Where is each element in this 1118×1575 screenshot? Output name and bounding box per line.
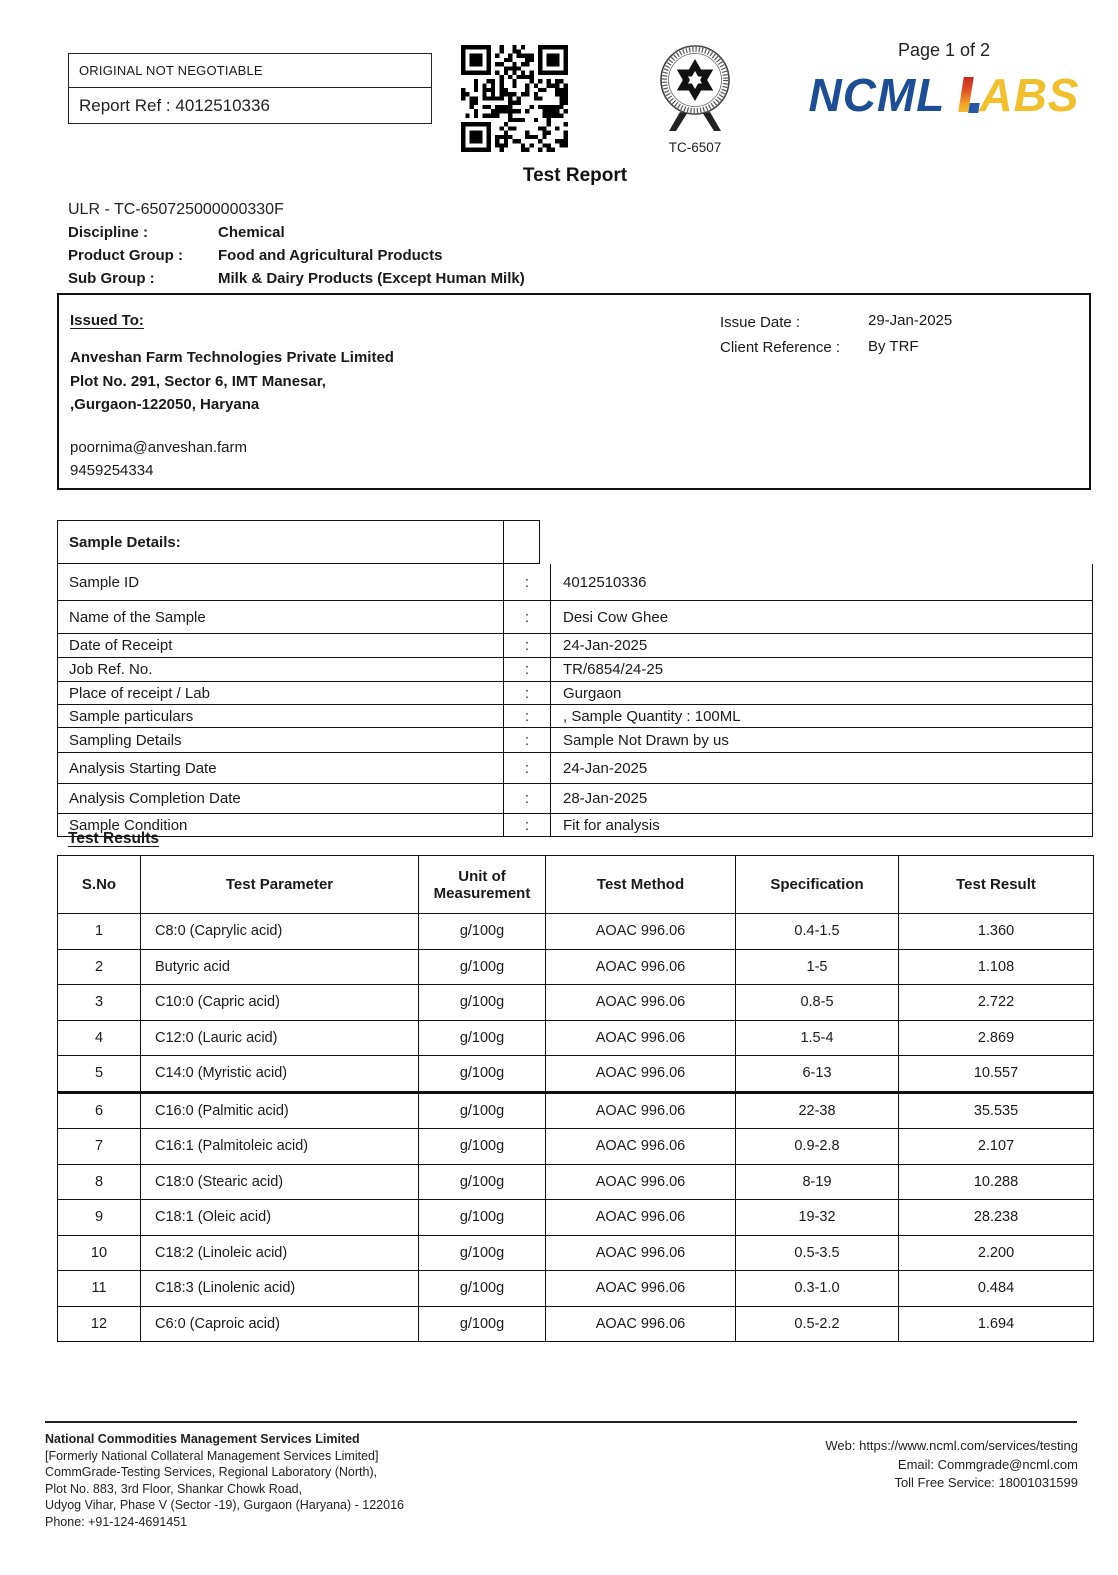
sample-detail-separator: : [504, 564, 551, 600]
result-method: AOAC 996.06 [546, 1164, 736, 1200]
client-reference-label: Client Reference : [720, 339, 841, 356]
footer-divider [45, 1421, 1077, 1423]
result-row [58, 1092, 1094, 1129]
result-parameter: Butyric acid [141, 949, 419, 985]
test-results-table [57, 855, 1094, 1342]
ulr-number: ULR - TC-650725000000330F [68, 201, 284, 218]
result-method: AOAC 996.06 [546, 1129, 736, 1165]
sample-detail-label: Analysis Completion Date [58, 784, 504, 813]
meta-label: Sub Group : [68, 270, 155, 287]
result-row [58, 1200, 1094, 1236]
result-sno: 4 [58, 1020, 141, 1056]
sample-detail-value: 24-Jan-2025 [563, 759, 648, 777]
result-method: AOAC 996.06 [546, 1020, 736, 1056]
result-parameter: C16:1 (Palmitoleic acid) [141, 1129, 419, 1165]
sample-details-heading: Sample Details: [58, 521, 504, 563]
result-method: AOAC 996.06 [546, 914, 736, 950]
result-sno: 11 [58, 1271, 141, 1307]
footer-line: Email: Commgrade@ncml.com [897, 1456, 1078, 1472]
sample-detail-value: Gurgaon [563, 684, 622, 702]
result-parameter: C12:0 (Lauric acid) [141, 1020, 419, 1056]
sample-detail-value: Sample Not Drawn by us [563, 731, 729, 749]
sample-detail-separator: : [504, 728, 551, 752]
document-title: Test Report [522, 165, 628, 186]
sample-details-header [57, 520, 540, 564]
result-row [58, 1235, 1094, 1271]
footer-line: National Commodities Management Services Limited [45, 1432, 360, 1446]
result-parameter: C16:0 (Palmitic acid) [141, 1092, 419, 1129]
sample-detail-row [58, 813, 1092, 836]
result-sno: 6 [58, 1092, 141, 1129]
result-method: AOAC 996.06 [546, 1306, 736, 1342]
result-specification: 0.8-5 [736, 985, 899, 1021]
result-method: AOAC 996.06 [546, 949, 736, 985]
result-parameter: C6:0 (Caproic acid) [141, 1306, 419, 1342]
col-test-parameter: Test Parameter [141, 856, 419, 914]
result-unit: g/100g [419, 1235, 546, 1271]
result-unit: g/100g [419, 1306, 546, 1342]
result-method: AOAC 996.06 [546, 1235, 736, 1271]
sample-detail-value: 24-Jan-2025 [563, 637, 648, 654]
sample-detail-value: , Sample Quantity : 100ML [563, 707, 741, 725]
client-phone: 9459254334 [70, 462, 154, 479]
sample-detail-label: Job Ref. No. [58, 658, 504, 681]
result-value: 0.484 [899, 1271, 1094, 1307]
client-email: poornima@anveshan.farm [70, 439, 247, 456]
nabl-seal-icon [640, 42, 750, 134]
results-header-row [58, 856, 1094, 914]
sample-detail-row [58, 564, 1092, 600]
footer-line: Toll Free Service: 18001031599 [894, 1475, 1078, 1491]
result-value: 10.288 [899, 1164, 1094, 1200]
logo-labs-l-glyph [955, 77, 979, 113]
test-results-heading: Test Results [68, 830, 160, 847]
result-method: AOAC 996.06 [546, 1200, 736, 1236]
result-specification: 0.5-2.2 [736, 1306, 899, 1342]
sample-detail-row [58, 727, 1092, 752]
result-sno: 2 [58, 949, 141, 985]
result-specification: 19-32 [736, 1200, 899, 1236]
sample-detail-label: Date of Receipt [58, 634, 504, 657]
result-sno: 5 [58, 1056, 141, 1093]
sample-detail-value: 4012510336 [563, 573, 647, 591]
result-row [58, 949, 1094, 985]
result-unit: g/100g [419, 985, 546, 1021]
col-sno: S.No [58, 856, 141, 914]
result-specification: 1.5-4 [736, 1020, 899, 1056]
sample-detail-label: Analysis Starting Date [58, 753, 504, 783]
sample-detail-separator: : [504, 601, 551, 633]
result-unit: g/100g [419, 1164, 546, 1200]
result-specification: 1-5 [736, 949, 899, 985]
report-ref: Report Ref : 4012510336 [79, 95, 270, 115]
result-value: 1.360 [899, 914, 1094, 950]
result-sno: 7 [58, 1129, 141, 1165]
footer-company-block [45, 1431, 404, 1531]
sample-detail-label: Sampling Details [58, 728, 504, 752]
issued-to-box [57, 293, 1091, 490]
sample-detail-separator: : [504, 784, 551, 813]
result-value: 28.238 [899, 1200, 1094, 1236]
result-row [58, 985, 1094, 1021]
sample-detail-separator: : [504, 634, 551, 657]
sample-detail-separator: : [504, 705, 551, 727]
classification-block [68, 221, 525, 290]
meta-row [68, 244, 525, 267]
sample-detail-row [58, 633, 1092, 657]
sample-detail-separator: : [504, 682, 551, 704]
result-value: 10.557 [899, 1056, 1094, 1093]
sample-detail-label: Sample Condition [58, 814, 504, 836]
result-parameter: C8:0 (Caprylic acid) [141, 914, 419, 950]
result-unit: g/100g [419, 1056, 546, 1093]
col-specification: Specification [736, 856, 899, 914]
report-ref-box [68, 53, 432, 124]
result-sno: 3 [58, 985, 141, 1021]
meta-value: Milk & Dairy Products (Except Human Milk) [218, 270, 525, 287]
result-method: AOAC 996.06 [546, 1271, 736, 1307]
sample-detail-value: Fit for analysis [563, 816, 660, 834]
col-test-method: Test Method [546, 856, 736, 914]
sample-detail-label: Name of the Sample [58, 601, 504, 633]
original-not-negotiable-label: ORIGINAL NOT NEGOTIABLE [69, 54, 431, 88]
result-parameter: C18:3 (Linolenic acid) [141, 1271, 419, 1307]
result-unit: g/100g [419, 1200, 546, 1236]
result-method: AOAC 996.06 [546, 1056, 736, 1093]
brand-block [808, 40, 1080, 121]
sample-detail-label: Place of receipt / Lab [58, 682, 504, 704]
sample-detail-label: Sample ID [58, 564, 504, 600]
issue-date-value: 29-Jan-2025 [868, 312, 953, 329]
result-row [58, 1306, 1094, 1342]
accreditation-seal [637, 42, 753, 155]
footer-line: Udyog Vihar, Phase V (Sector -19), Gurgaon (Haryana) - 122016 [45, 1498, 404, 1513]
result-specification: 0.3-1.0 [736, 1271, 899, 1307]
sample-details-section [57, 520, 1093, 837]
result-parameter: C18:0 (Stearic acid) [141, 1164, 419, 1200]
sample-detail-row [58, 657, 1092, 681]
result-sno: 1 [58, 914, 141, 950]
result-row [58, 1164, 1094, 1200]
result-unit: g/100g [419, 1271, 546, 1307]
sample-detail-separator: : [504, 753, 551, 783]
sample-detail-label: Sample particulars [58, 705, 504, 727]
result-specification: 0.5-3.5 [736, 1235, 899, 1271]
sample-detail-value: TR/6854/24-25 [563, 661, 664, 678]
col-unit: Unit of Measurement [419, 856, 546, 914]
sample-detail-row [58, 600, 1092, 633]
result-value: 2.869 [899, 1020, 1094, 1056]
footer-line: [Formerly National Collateral Management Services Limited] [45, 1448, 379, 1463]
sample-detail-row [58, 681, 1092, 704]
footer-contact-block [825, 1437, 1078, 1493]
result-row [58, 1020, 1094, 1056]
result-unit: g/100g [419, 949, 546, 985]
meta-row [68, 267, 525, 290]
result-value: 2.107 [899, 1129, 1094, 1165]
sample-detail-separator: : [504, 658, 551, 681]
qr-code [461, 45, 568, 152]
result-sno: 8 [58, 1164, 141, 1200]
meta-value: Chemical [218, 224, 285, 241]
result-parameter: C18:1 (Oleic acid) [141, 1200, 419, 1236]
sample-detail-value: 28-Jan-2025 [563, 790, 648, 807]
result-specification: 8-19 [736, 1164, 899, 1200]
footer-line: Web: https://www.ncml.com/services/testing [825, 1438, 1078, 1453]
sample-detail-row [58, 752, 1092, 783]
footer-line: CommGrade-Testing Services, Regional Laboratory (North), [45, 1465, 378, 1480]
issue-date-label: Issue Date : [720, 314, 801, 331]
logo-labs-text: ABS [979, 69, 1080, 121]
result-sno: 12 [58, 1306, 141, 1342]
result-value: 1.694 [899, 1306, 1094, 1342]
footer-line: Phone: +91-124-4691451 [45, 1514, 188, 1529]
sample-detail-row [58, 704, 1092, 727]
result-method: AOAC 996.06 [546, 1092, 736, 1129]
ncml-labs-logo [808, 69, 1080, 121]
result-unit: g/100g [419, 914, 546, 950]
seal-label: TC-6507 [668, 140, 722, 155]
result-value: 2.200 [899, 1235, 1094, 1271]
client-reference-value: By TRF [868, 338, 919, 355]
result-sno: 10 [58, 1235, 141, 1271]
result-row [58, 1056, 1094, 1093]
result-specification: 0.9-2.8 [736, 1129, 899, 1165]
client-address-line1: Plot No. 291, Sector 6, IMT Manesar, [70, 373, 326, 390]
meta-label: Product Group : [68, 247, 183, 264]
meta-value: Food and Agricultural Products [218, 247, 443, 264]
result-row [58, 1129, 1094, 1165]
result-unit: g/100g [419, 1129, 546, 1165]
result-specification: 22-38 [736, 1092, 899, 1129]
result-row [58, 914, 1094, 950]
result-value: 35.535 [899, 1092, 1094, 1129]
result-value: 1.108 [899, 949, 1094, 985]
logo-ncml-text: NCML [808, 69, 946, 121]
result-specification: 6-13 [736, 1056, 899, 1093]
result-unit: g/100g [419, 1020, 546, 1056]
sample-details-header-spacer [504, 521, 539, 563]
result-parameter: C10:0 (Capric acid) [141, 985, 419, 1021]
result-parameter: C18:2 (Linoleic acid) [141, 1235, 419, 1271]
result-parameter: C14:0 (Myristic acid) [141, 1056, 419, 1093]
sample-detail-value: Desi Cow Ghee [563, 608, 669, 626]
sample-detail-separator: : [504, 814, 551, 836]
result-row [58, 1271, 1094, 1307]
result-method: AOAC 996.06 [546, 985, 736, 1021]
footer-line: Plot No. 883, 3rd Floor, Shankar Chowk Road, [45, 1481, 303, 1496]
result-unit: g/100g [419, 1092, 546, 1129]
client-company-name: Anveshan Farm Technologies Private Limited [70, 349, 394, 366]
page-indicator: Page 1 of 2 [897, 40, 991, 60]
result-value: 2.722 [899, 985, 1094, 1021]
client-address-line2: ,Gurgaon-122050, Haryana [70, 396, 260, 413]
issued-to-heading: Issued To: [70, 312, 144, 329]
col-test-result: Test Result [899, 856, 1094, 914]
result-sno: 9 [58, 1200, 141, 1236]
meta-label: Discipline : [68, 224, 149, 241]
sample-details-table [57, 564, 1093, 837]
result-specification: 0.4-1.5 [736, 914, 899, 950]
meta-row [68, 221, 525, 244]
sample-detail-row [58, 783, 1092, 813]
